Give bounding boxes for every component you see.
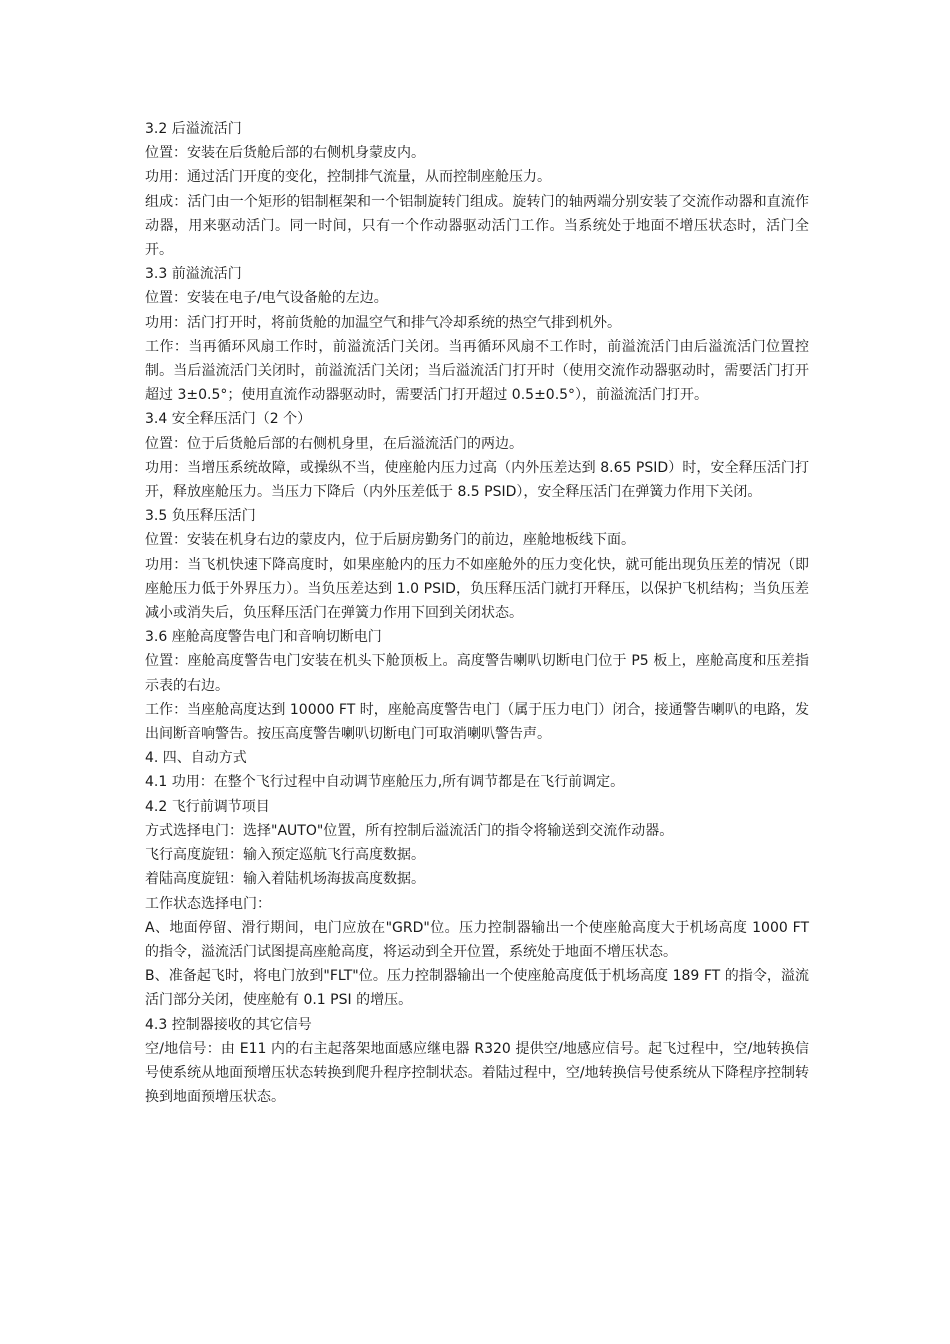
paragraph: 4.1 功用：在整个飞行过程中自动调节座舱压力,所有调节都是在飞行前调定。 bbox=[145, 774, 625, 791]
section-heading: 3.5 负压释压活门 bbox=[145, 508, 256, 525]
paragraph: 位置：位于后货舱后部的右侧机身里，在后溢流活门的两边。 bbox=[145, 435, 523, 452]
paragraph: B、准备起飞时，将电门放到"FLT"位。压力控制器输出一个使座舱高度低于机场高度 189 FT 的指令，溢流活门部分关闭，使座舱有 0.1 PSI 的增压。 bbox=[145, 968, 809, 1009]
section-heading: 4.3 控制器接收的其它信号 bbox=[145, 1016, 312, 1033]
paragraph: 功用：通过活门开度的变化，控制排气流量，从而控制座舱压力。 bbox=[145, 169, 551, 186]
paragraph: 工作：当座舱高度达到 10000 FT 时，座舱高度警告电门（属于压力电门）闭合，接通警告喇叭的电路，发出间断音响警告。按压高度警告喇叭切断电门可取消喇叭警告声。 bbox=[145, 701, 809, 743]
section-heading: 3.2 后溢流活门 bbox=[145, 121, 242, 137]
paragraph: 功用：活门打开时，将前货舱的加温空气和排气冷却系统的热空气排到机外。 bbox=[145, 314, 621, 331]
paragraph: A、地面停留、滑行期间，电门应放在"GRD"位。压力控制器输出一个使座舱高度大于机场高度 1000 FT 的指令，溢流活门试图提高座舱高度，将运动到全开位置，系统处于地面不增压状态。 bbox=[145, 919, 809, 960]
paragraph: 工作：当再循环风扇工作时，前溢流活门关闭。当再循环风扇不工作时，前溢流活门由后溢流活门位置控制。当后溢流活门关闭时，前溢流活门关闭；当后溢流活门打开时（使用交流作动器驱动时，需要活门打开超过 3±0.5°；使用直流作动器驱动时，需要活门打开超过 0.5±0.5°），前溢流活门打开。 bbox=[145, 338, 809, 404]
paragraph: 位置：座舱高度警告电门安装在机头下舱顶板上。高度警告喇叭切断电门位于 P5 板上，座舱高度和压差指示表的右边。 bbox=[145, 653, 809, 694]
paragraph: 位置：安装在电子/电气设备舱的左边。 bbox=[145, 290, 388, 307]
section-heading: 4.2 飞行前调节项目 bbox=[145, 798, 270, 815]
paragraph: 方式选择电门：选择"AUTO"位置，所有控制后溢流活门的指令将输送到交流作动器。 bbox=[145, 822, 674, 839]
paragraph: 组成：活门由一个矩形的铝制框架和一个铝制旋转门组成。旋转门的轴两端分别安装了交流作动器和直流作动器，用来驱动活门。同一时间，只有一个作动器驱动活门工作。当系统处于地面不增压状态时，活门全开。 bbox=[145, 193, 809, 259]
paragraph: 位置：安装在机身右边的蒙皮内，位于后厨房勤务门的前边，座舱地板线下面。 bbox=[145, 532, 635, 549]
section-heading: 3.6 座舱高度警告电门和音响切断电门 bbox=[145, 629, 382, 646]
paragraph: 空/地信号：由 E11 内的右主起落架地面感应继电器 R320 提供空/地感应信号。起飞过程中，空/地转换信号使系统从地面预增压状态转换到爬升程序控制状态。着陆过程中，空/地转换信号使系统从下降程序控制转换到地面预增压状态。 bbox=[145, 1040, 809, 1106]
paragraph: 飞行高度旋钮：输入预定巡航飞行高度数据。 bbox=[145, 847, 425, 864]
paragraph: 工作状态选择电门： bbox=[145, 895, 271, 912]
document-page bbox=[145, 117, 809, 1109]
paragraph: 功用：当增压系统故障，或操纵不当，使座舱内压力过高（内外压差达到 8.65 PSID）时，安全释压活门打开，释放座舱压力。当压力下降后（内外压差低于 8.5 PSID），安全释压活门在弹簧力作用下关闭。 bbox=[145, 459, 809, 501]
section-heading: 4. 四、自动方式 bbox=[145, 750, 247, 767]
section-heading: 3.3 前溢流活门 bbox=[145, 266, 242, 283]
paragraph: 着陆高度旋钮：输入着陆机场海拔高度数据。 bbox=[145, 871, 425, 888]
section-heading: 3.4 安全释压活门（2 个） bbox=[145, 411, 312, 428]
paragraph: 功用：当飞机快速下降高度时，如果座舱内的压力不如座舱外的压力变化快，就可能出现负压差的情况（即座舱压力低于外界压力）。当负压差达到 1.0 PSID，负压释压活门就打开释压，以保护飞机结构；当负压差减小或消失后，负压释压活门在弹簧力作用下回到关闭状态。 bbox=[145, 556, 809, 622]
paragraph: 位置：安装在后货舱后部的右侧机身蒙皮内。 bbox=[145, 145, 425, 162]
